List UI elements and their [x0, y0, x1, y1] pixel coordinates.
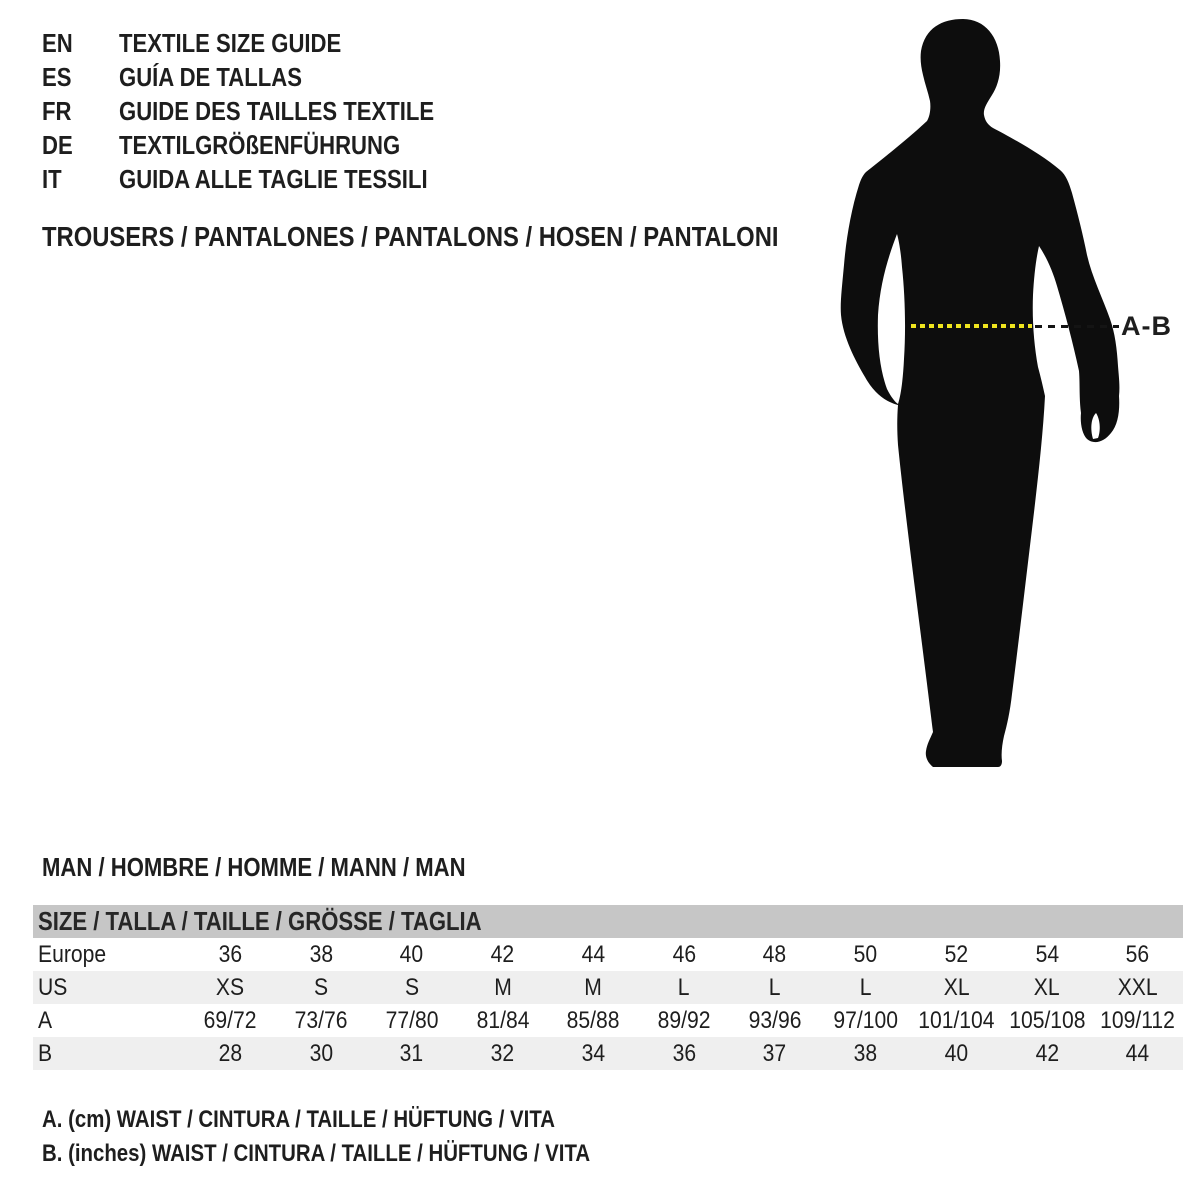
language-code: ES [42, 62, 72, 92]
size-cell: 69/72 [203, 1007, 257, 1034]
size-cell: 44 [1125, 1040, 1150, 1067]
size-cell: L [678, 974, 690, 1001]
size-cell: 54 [1035, 941, 1059, 968]
section-heading-text: MAN / HOMBRE / HOMME / MANN / MAN [42, 852, 466, 882]
size-cell: 31 [400, 1040, 424, 1067]
size-cell: 32 [490, 1040, 515, 1067]
language-title: TEXTILE SIZE GUIDE [119, 28, 342, 58]
language-row [42, 128, 490, 162]
size-cell: 101/104 [918, 1007, 995, 1034]
size-table-row [33, 1037, 1183, 1070]
language-row [42, 94, 490, 128]
category-heading [42, 221, 908, 253]
footnote-a-text: A. (cm) WAIST / CINTURA / TAILLE / HÜFTUNG / VITA [42, 1106, 556, 1133]
language-code: DE [42, 130, 73, 160]
footnote-b [42, 1137, 687, 1171]
footnote-a [42, 1103, 687, 1137]
size-cell: 42 [490, 941, 515, 968]
size-row-label: A [38, 1007, 53, 1034]
size-cell: XXL [1117, 974, 1158, 1001]
size-cell: L [859, 974, 872, 1001]
size-row-label: US [38, 974, 68, 1001]
waist-measure-dashed-line [1035, 325, 1119, 328]
size-cell: 40 [944, 1040, 968, 1067]
size-table [33, 905, 1183, 1070]
size-cell: XS [216, 974, 245, 1001]
size-cell: XL [1034, 974, 1060, 1001]
language-code: IT [42, 164, 62, 194]
size-cell: 38 [309, 941, 333, 968]
size-cell: 97/100 [833, 1007, 898, 1034]
language-row [42, 162, 490, 196]
language-title: GUÍA DE TALLAS [119, 62, 302, 92]
size-cell: 36 [218, 941, 243, 968]
size-cell: 105/108 [1008, 1007, 1086, 1034]
size-cell: XL [943, 974, 970, 1001]
language-title: TEXTILGRÖßENFÜHRUNG [119, 130, 401, 160]
size-cell: 44 [581, 941, 606, 968]
size-cell: 93/96 [748, 1007, 802, 1034]
size-row-label: Europe [38, 941, 107, 968]
size-cell: 81/84 [476, 1007, 529, 1034]
size-cell: 42 [1035, 1040, 1059, 1067]
size-cell: 46 [672, 941, 696, 968]
language-code: FR [42, 96, 72, 126]
size-cell: 77/80 [385, 1007, 439, 1034]
size-cell: 34 [581, 1040, 606, 1067]
size-cell: M [493, 974, 512, 1001]
size-cell: 56 [1125, 941, 1150, 968]
size-cell: 40 [400, 941, 424, 968]
size-table-body [33, 938, 1183, 1070]
category-heading-text: TROUSERS / PANTALONES / PANTALONS / HOSEN / PANTALONI [42, 221, 779, 252]
size-cell: 30 [309, 1040, 333, 1067]
size-cell: M [584, 974, 603, 1001]
size-cell: 36 [672, 1040, 696, 1067]
size-cell: 50 [853, 941, 878, 968]
size-row-label: B [38, 1040, 53, 1067]
size-table-row [33, 938, 1183, 971]
size-cell: L [768, 974, 781, 1001]
size-cell: 89/92 [657, 1007, 711, 1034]
waist-measure-dotted-line [911, 324, 1032, 328]
size-cell: 38 [853, 1040, 878, 1067]
language-title: GUIDE DES TAILLES TEXTILE [119, 96, 435, 126]
size-cell: 37 [763, 1040, 787, 1067]
footnotes [42, 1103, 687, 1171]
language-row [42, 26, 490, 60]
man-silhouette [835, 15, 1150, 775]
size-cell: 48 [763, 941, 787, 968]
language-row [42, 60, 490, 94]
size-cell: S [404, 974, 419, 1001]
language-code: EN [42, 28, 73, 58]
size-table-row [33, 1004, 1183, 1037]
footnote-b-text: B. (inches) WAIST / CINTURA / TAILLE / HÜFTUNG / VITA [42, 1140, 591, 1167]
size-table-header [33, 905, 1183, 938]
size-cell: S [314, 974, 329, 1001]
size-cell: 52 [944, 941, 968, 968]
section-heading [42, 852, 540, 882]
size-table-row [33, 971, 1183, 1004]
size-cell: 73/76 [294, 1007, 348, 1034]
measure-label-ab: A-B [1121, 311, 1172, 341]
size-cell: 109/112 [1100, 1007, 1176, 1034]
size-table-header-text: SIZE / TALLA / TAILLE / GRÖSSE / TAGLIA [38, 906, 482, 936]
language-list [42, 26, 490, 196]
size-cell: 85/88 [566, 1007, 620, 1034]
size-cell: 28 [218, 1040, 243, 1067]
language-title: GUIDA ALLE TAGLIE TESSILI [119, 164, 428, 194]
